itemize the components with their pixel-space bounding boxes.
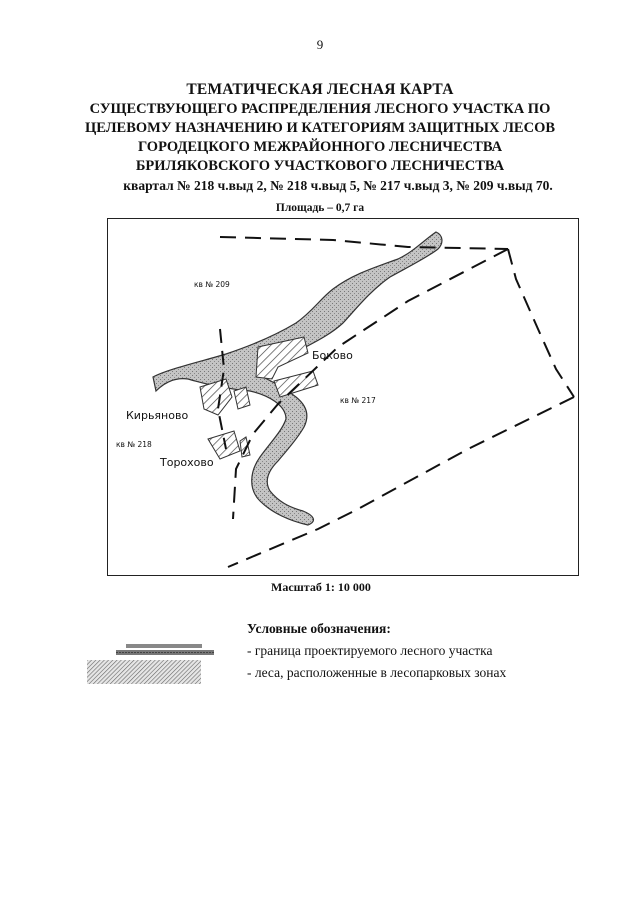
hatched-forest-symbol-icon bbox=[87, 660, 201, 684]
village-kiryanovo-label: Кирьяново bbox=[126, 409, 189, 422]
map-scale: Масштаб 1: 10 000 bbox=[271, 580, 371, 594]
quarter-217-label: кв № 217 bbox=[340, 396, 376, 405]
title-line-1: ТЕМАТИЧЕСКАЯ ЛЕСНАЯ КАРТА bbox=[186, 81, 454, 98]
village-bokovo-label: Боково bbox=[312, 349, 353, 362]
title-line-4: ГОРОДЕЦКОГО МЕЖРАЙОННОГО ЛЕСНИЧЕСТВА bbox=[137, 139, 503, 155]
title-line-3: ЦЕЛЕВОМУ НАЗНАЧЕНИЮ И КАТЕГОРИЯМ ЗАЩИТНЫХ ЛЕСОВ bbox=[84, 120, 556, 136]
title-line-6: квартал № 218 ч.выд 2, № 218 ч.выд 5, № 217 ч.выд 3, № 209 ч.выд 70. bbox=[123, 178, 553, 193]
legend-item-forest: - леса, расположенные в лесопарковых зонах bbox=[247, 665, 507, 680]
area-label: Площадь – 0,7 га bbox=[275, 202, 365, 214]
page-number: 9 bbox=[316, 37, 324, 52]
village-torohovo-label: Торохово bbox=[160, 456, 214, 469]
kiryanovo-plots bbox=[200, 379, 232, 415]
quarter-209-label: кв № 209 bbox=[194, 280, 230, 289]
forest-map bbox=[108, 219, 579, 576]
title-line-5: БРИЛЯКОВСКОГО УЧАСТКОВОГО ЛЕСНИЧЕСТВА bbox=[135, 158, 505, 174]
legend-item-boundary: - граница проектируемого лесного участка bbox=[247, 643, 493, 658]
quarter-218-label: кв № 218 bbox=[116, 440, 152, 449]
boundary-symbol-icon bbox=[116, 643, 214, 657]
legend-title: Условные обозначения: bbox=[247, 621, 391, 636]
map-frame bbox=[107, 218, 579, 576]
map-title bbox=[0, 80, 640, 196]
project-boundary bbox=[220, 237, 508, 249]
title-line-2: СУЩЕСТВУЮЩЕГО РАСПРЕДЕЛЕНИЯ ЛЕСНОГО УЧАСТКА ПО bbox=[89, 101, 551, 117]
torohovo-plots bbox=[208, 431, 240, 459]
